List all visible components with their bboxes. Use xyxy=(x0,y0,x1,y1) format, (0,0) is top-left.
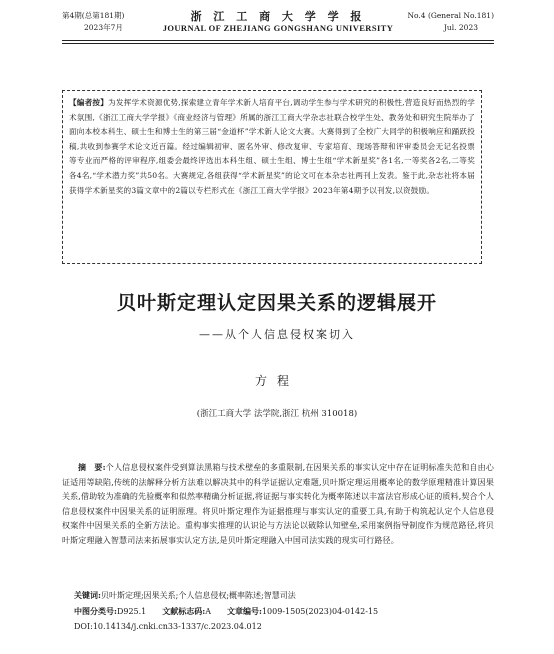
article-subtitle: ——从个人信息侵权案切入 xyxy=(199,328,355,341)
article-no-label: 文章编号: xyxy=(227,606,262,616)
editor-note-label: 【编者按】 xyxy=(69,98,109,107)
header-rule-thin xyxy=(62,43,494,44)
author-affiliation: (浙江工商大学 法学院,浙江 杭州 310018) xyxy=(196,409,358,419)
issue-en: No.4 (General No.181) xyxy=(407,11,494,20)
abstract-label: 摘 要: xyxy=(78,462,106,472)
header-right xyxy=(407,10,494,34)
journal-title-en: JOURNAL OF ZHEJIANG GONGSHANG UNIVERSITY xyxy=(162,23,394,33)
article-no-value: 1009-1505(2023)04-0142-15 xyxy=(261,607,379,616)
date-cn: 2023年7月 xyxy=(84,23,123,32)
article-title: 贝叶斯定理认定因果关系的逻辑展开 xyxy=(116,292,437,314)
abstract xyxy=(62,460,494,549)
classification-line xyxy=(74,604,494,619)
header-rule-thick xyxy=(62,40,494,41)
editor-note-box xyxy=(62,90,482,264)
keywords xyxy=(74,588,494,603)
keywords-label: 关键词: xyxy=(74,590,101,600)
issue-cn: 第4期(总第181期) xyxy=(62,11,125,20)
date-en: Jul. 2023 xyxy=(443,23,478,32)
doi: DOI:10.14134/j.cnki.cn33-1337/c.2023.04.012 xyxy=(74,622,262,631)
doc-code-value: A xyxy=(205,607,212,616)
author-name: 方程 xyxy=(254,374,299,388)
page-header xyxy=(62,8,494,42)
doc-code-label: 文献标志码: xyxy=(162,606,206,616)
abstract-text: 个人信息侵权案件受到算法黑箱与技术壁垒的多重限制,在因果关系的事实认定中存在证明标准失范和自由心证适用等缺陷,传统的法解释分析方法难以解决其中的科学证据认定难题,贝叶斯定理运用概率论的数学原理精准计算因果关系,借助较为准确的先验概率和似然率精确分析证据,将证据与事实转化为概率陈述以丰富法官形成心证的质料,契合个人信息侵权案件中因果关系的证明原理。将贝叶斯定理作为证据推理与事实认定的重要工具,有助于构筑起认定个人信息侵权案件中因果关系的全新方法论。重构事实推理的认识论与方法论以破除认知壁垒,采用案例指导制度作为规范路径,将贝叶斯定理融入智慧司法来拓展事实认定方法,是贝叶斯定理融入中国司法实践的现实可行路径。 xyxy=(62,463,494,545)
clc-label: 中图分类号: xyxy=(74,606,117,616)
keywords-text: 贝叶斯定理;因果关系;个人信息侵权;概率陈述;智慧司法 xyxy=(100,591,296,600)
editor-note-text: 为发挥学术资源优势,探索建立青年学术新人培育平台,调动学生参与学术研究的积极性,营造良好而热烈的学术氛围,《浙江工商大学学报》《商业经济与管理》所属的浙江工商大学杂志社联合校学生处、教务处和研究生院举办了面向本校本科生、硕士生和博士生的第三届“金道杯”学术新人论文大赛。大赛得到了全校广大同学的积极响应和踊跃投稿,共收到参赛学术论文近百篇。经过编辑初审、匿名外审、修改复审、专家培育、现场答辩和评审委员会无记名投票等专业而严格的评审程序,组委会最终评选出本科生组、硕士生组、博士生组“学术新星奖”各1名,一等奖各2名,二等奖各4名,“学术潜力奖”共50名。大赛规定,各组获得“学术新星奖”的论文可在本杂志社两刊上发表。鉴于此,杂志社将本届获得学术新星奖的3篇文章中的2篇以专栏形式在《浙江工商大学学报》2023年第4期予以刊发,以资鼓励。 xyxy=(69,98,476,195)
clc-value: D925.1 xyxy=(116,607,147,616)
journal-title-cn: 浙 江 工 商 大 学 学 报 xyxy=(190,10,366,23)
